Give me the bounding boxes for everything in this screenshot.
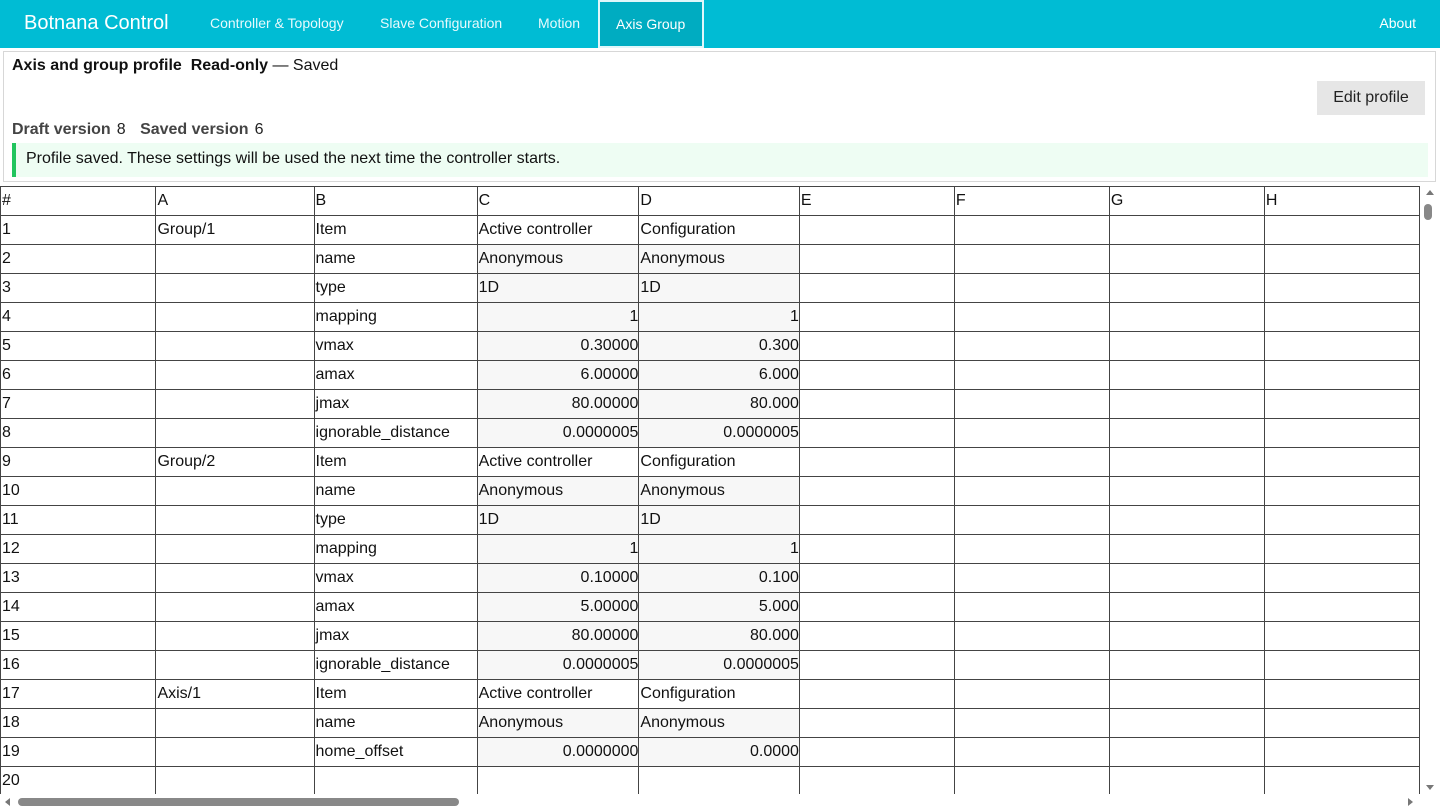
table-cell[interactable]: 80.00000 bbox=[477, 622, 639, 651]
vertical-scrollbar[interactable] bbox=[1420, 186, 1440, 794]
table-cell[interactable] bbox=[954, 506, 1109, 535]
table-row bbox=[1, 738, 1420, 767]
table-cell[interactable]: amax bbox=[314, 361, 477, 390]
scroll-left-icon[interactable] bbox=[5, 798, 10, 806]
column-header[interactable]: F bbox=[954, 187, 1109, 216]
table-cell[interactable]: Anonymous bbox=[477, 709, 639, 738]
table-cell[interactable]: mapping bbox=[314, 303, 477, 332]
table-cell[interactable] bbox=[1109, 651, 1264, 680]
table-cell[interactable] bbox=[954, 564, 1109, 593]
table-cell[interactable]: home_offset bbox=[314, 738, 477, 767]
table-cell[interactable] bbox=[1109, 506, 1264, 535]
draft-version-label: Draft version bbox=[12, 121, 111, 138]
table-row bbox=[1, 622, 1420, 651]
table-cell[interactable] bbox=[156, 593, 314, 622]
table-cell[interactable]: 0.0000005 bbox=[477, 419, 639, 448]
table-cell[interactable] bbox=[156, 361, 314, 390]
table-cell[interactable] bbox=[1264, 448, 1419, 477]
table-cell[interactable] bbox=[1264, 680, 1419, 709]
table-cell[interactable]: 1 bbox=[477, 535, 639, 564]
table-cell[interactable]: Group/2 bbox=[156, 448, 314, 477]
saved-version-value: 6 bbox=[254, 121, 264, 138]
table-row bbox=[1, 419, 1420, 448]
table-row bbox=[1, 680, 1420, 709]
table-row bbox=[1, 477, 1420, 506]
table-row bbox=[1, 767, 1420, 795]
table-cell[interactable]: 18 bbox=[1, 709, 156, 738]
table-cell[interactable] bbox=[799, 216, 954, 245]
table-cell[interactable] bbox=[1264, 564, 1419, 593]
table-cell[interactable] bbox=[954, 709, 1109, 738]
table-cell[interactable] bbox=[1264, 419, 1419, 448]
table-cell[interactable]: 1 bbox=[1, 216, 156, 245]
saved-version-label: Saved version bbox=[140, 121, 249, 138]
table-row bbox=[1, 593, 1420, 622]
table-cell[interactable]: 6 bbox=[1, 361, 156, 390]
table-cell[interactable] bbox=[1264, 361, 1419, 390]
table-cell[interactable]: 15 bbox=[1, 622, 156, 651]
table-cell[interactable] bbox=[1109, 535, 1264, 564]
column-header[interactable]: G bbox=[1109, 187, 1264, 216]
table-row bbox=[1, 651, 1420, 680]
table-cell[interactable] bbox=[799, 303, 954, 332]
table-cell[interactable] bbox=[954, 390, 1109, 419]
table-cell[interactable] bbox=[1109, 303, 1264, 332]
table-row bbox=[1, 332, 1420, 361]
table-cell[interactable]: name bbox=[314, 245, 477, 274]
tab-motion[interactable]: Motion bbox=[538, 15, 581, 31]
app-brand[interactable]: Botnana Control bbox=[24, 12, 169, 34]
table-cell[interactable]: 1D bbox=[477, 506, 639, 535]
table-cell[interactable]: Item bbox=[314, 216, 477, 245]
table-cell[interactable]: 1D bbox=[639, 274, 800, 303]
table-cell[interactable] bbox=[1264, 303, 1419, 332]
table-cell[interactable] bbox=[799, 245, 954, 274]
table-cell[interactable]: 5.00000 bbox=[477, 593, 639, 622]
table-cell[interactable] bbox=[1109, 448, 1264, 477]
table-cell[interactable] bbox=[954, 274, 1109, 303]
profile-header bbox=[12, 57, 338, 75]
table-cell[interactable]: 8 bbox=[1, 419, 156, 448]
table-cell[interactable]: Configuration bbox=[639, 680, 800, 709]
table-cell[interactable] bbox=[799, 390, 954, 419]
table-cell[interactable]: 0.0000000 bbox=[477, 738, 639, 767]
table-cell[interactable] bbox=[1109, 680, 1264, 709]
table-cell[interactable] bbox=[156, 245, 314, 274]
table-cell[interactable] bbox=[799, 738, 954, 767]
table-cell[interactable] bbox=[799, 593, 954, 622]
table-cell[interactable]: 7 bbox=[1, 390, 156, 419]
table-row bbox=[1, 448, 1420, 477]
table-cell[interactable] bbox=[1109, 332, 1264, 361]
table-cell[interactable] bbox=[1109, 245, 1264, 274]
scrollbar-corner bbox=[1420, 794, 1440, 810]
table-cell[interactable] bbox=[1264, 245, 1419, 274]
table-cell[interactable]: 0.0000005 bbox=[639, 419, 800, 448]
table-cell[interactable] bbox=[1109, 593, 1264, 622]
table-cell[interactable] bbox=[954, 419, 1109, 448]
table-cell[interactable] bbox=[954, 332, 1109, 361]
table-cell[interactable] bbox=[954, 593, 1109, 622]
table-cell[interactable]: jmax bbox=[314, 390, 477, 419]
table-cell[interactable]: 80.00000 bbox=[477, 390, 639, 419]
table-cell[interactable]: Item bbox=[314, 448, 477, 477]
table-cell[interactable] bbox=[156, 419, 314, 448]
table-cell[interactable]: amax bbox=[314, 593, 477, 622]
table-cell[interactable]: Active controller bbox=[477, 680, 639, 709]
table-cell[interactable]: 0.10000 bbox=[477, 564, 639, 593]
table-cell[interactable]: 0.30000 bbox=[477, 332, 639, 361]
table-cell[interactable] bbox=[1109, 709, 1264, 738]
table-cell[interactable] bbox=[156, 332, 314, 361]
table-cell[interactable] bbox=[156, 477, 314, 506]
column-header[interactable]: D bbox=[639, 187, 800, 216]
table-cell[interactable]: Configuration bbox=[639, 216, 800, 245]
table-cell[interactable] bbox=[1264, 593, 1419, 622]
table-cell[interactable] bbox=[799, 564, 954, 593]
table-cell[interactable] bbox=[954, 477, 1109, 506]
table-row bbox=[1, 274, 1420, 303]
table-cell[interactable]: vmax bbox=[314, 332, 477, 361]
table-cell[interactable] bbox=[954, 448, 1109, 477]
table-cell[interactable] bbox=[954, 680, 1109, 709]
table-cell[interactable]: 6.00000 bbox=[477, 361, 639, 390]
table-cell[interactable] bbox=[1109, 390, 1264, 419]
table-row bbox=[1, 303, 1420, 332]
table-cell[interactable] bbox=[1109, 361, 1264, 390]
table-cell[interactable]: 1D bbox=[639, 506, 800, 535]
table-cell[interactable] bbox=[799, 651, 954, 680]
profile-panel bbox=[3, 51, 1436, 182]
table-cell[interactable] bbox=[1264, 477, 1419, 506]
table-cell[interactable] bbox=[156, 767, 314, 795]
spreadsheet[interactable] bbox=[0, 186, 1420, 794]
table-cell[interactable] bbox=[156, 622, 314, 651]
table-cell[interactable]: 13 bbox=[1, 564, 156, 593]
table-cell[interactable]: 20 bbox=[1, 767, 156, 795]
table-cell[interactable] bbox=[1264, 274, 1419, 303]
table-cell[interactable] bbox=[1109, 477, 1264, 506]
scroll-down-icon[interactable] bbox=[1426, 785, 1434, 790]
table-cell[interactable]: Anonymous bbox=[639, 477, 800, 506]
table-cell[interactable] bbox=[799, 506, 954, 535]
table-cell[interactable] bbox=[799, 361, 954, 390]
table-cell[interactable] bbox=[799, 332, 954, 361]
table-cell[interactable] bbox=[799, 622, 954, 651]
table-cell[interactable] bbox=[954, 535, 1109, 564]
table-cell[interactable]: 14 bbox=[1, 593, 156, 622]
table-cell[interactable]: Item bbox=[314, 680, 477, 709]
table-cell[interactable]: 10 bbox=[1, 477, 156, 506]
table-cell[interactable] bbox=[1109, 274, 1264, 303]
version-info bbox=[12, 121, 273, 139]
edit-profile-button[interactable]: Edit profile bbox=[1317, 81, 1425, 115]
table-cell[interactable] bbox=[314, 767, 477, 795]
table-cell[interactable]: 12 bbox=[1, 535, 156, 564]
saved-notice: Profile saved. These settings will be used the next time the controller starts. bbox=[12, 143, 1428, 177]
table-cell[interactable] bbox=[1109, 564, 1264, 593]
table-cell[interactable]: 80.000 bbox=[639, 390, 800, 419]
table-cell[interactable]: Active controller bbox=[477, 448, 639, 477]
table-cell[interactable]: 1D bbox=[477, 274, 639, 303]
table-cell[interactable] bbox=[1264, 216, 1419, 245]
table-cell[interactable]: 80.000 bbox=[639, 622, 800, 651]
tab-controller-topology[interactable]: Controller & Topology bbox=[210, 15, 344, 31]
table-cell[interactable] bbox=[1264, 622, 1419, 651]
tab-axis-group[interactable]: Axis Group bbox=[598, 0, 704, 48]
table-cell[interactable]: 0.100 bbox=[639, 564, 800, 593]
table-cell[interactable] bbox=[799, 274, 954, 303]
table-row bbox=[1, 245, 1420, 274]
table-cell[interactable]: type bbox=[314, 506, 477, 535]
table-row bbox=[1, 390, 1420, 419]
table-cell[interactable] bbox=[156, 274, 314, 303]
table-cell[interactable]: ignorable_distance bbox=[314, 651, 477, 680]
table-cell[interactable]: Anonymous bbox=[477, 477, 639, 506]
column-header[interactable]: E bbox=[799, 187, 954, 216]
table-row bbox=[1, 506, 1420, 535]
tab-slave-configuration[interactable]: Slave Configuration bbox=[380, 15, 503, 31]
table-cell[interactable]: 9 bbox=[1, 448, 156, 477]
table-cell[interactable]: 16 bbox=[1, 651, 156, 680]
table-cell[interactable] bbox=[156, 709, 314, 738]
horizontal-scroll-thumb[interactable] bbox=[18, 798, 459, 806]
column-header[interactable]: # bbox=[1, 187, 156, 216]
vertical-scroll-thumb[interactable] bbox=[1424, 204, 1432, 220]
table-cell[interactable] bbox=[156, 506, 314, 535]
table-cell[interactable] bbox=[954, 361, 1109, 390]
table-cell[interactable]: Anonymous bbox=[477, 245, 639, 274]
table-cell[interactable] bbox=[1264, 709, 1419, 738]
table-cell[interactable]: Axis/1 bbox=[156, 680, 314, 709]
profile-status: — Saved bbox=[272, 57, 339, 74]
table-cell[interactable] bbox=[799, 535, 954, 564]
table-cell[interactable]: 5 bbox=[1, 332, 156, 361]
table-cell[interactable]: 2 bbox=[1, 245, 156, 274]
table-cell[interactable] bbox=[799, 767, 954, 795]
table-cell[interactable] bbox=[954, 738, 1109, 767]
table-cell[interactable]: jmax bbox=[314, 622, 477, 651]
table-cell[interactable] bbox=[156, 738, 314, 767]
table-cell[interactable]: ignorable_distance bbox=[314, 419, 477, 448]
table-cell[interactable] bbox=[477, 767, 639, 795]
table-cell[interactable] bbox=[954, 245, 1109, 274]
table-cell[interactable] bbox=[1264, 767, 1419, 795]
table-cell[interactable] bbox=[799, 448, 954, 477]
table-cell[interactable]: Group/1 bbox=[156, 216, 314, 245]
column-header[interactable]: B bbox=[314, 187, 477, 216]
table-cell[interactable] bbox=[1264, 506, 1419, 535]
scroll-up-icon[interactable] bbox=[1426, 190, 1434, 195]
table-cell[interactable]: 0.0000 bbox=[639, 738, 800, 767]
table-cell[interactable]: type bbox=[314, 274, 477, 303]
table-cell[interactable] bbox=[954, 651, 1109, 680]
table-cell[interactable] bbox=[1264, 332, 1419, 361]
table-cell[interactable] bbox=[156, 303, 314, 332]
table-cell[interactable] bbox=[156, 390, 314, 419]
table-row bbox=[1, 709, 1420, 738]
table-cell[interactable] bbox=[799, 680, 954, 709]
table-cell[interactable]: 0.0000005 bbox=[477, 651, 639, 680]
table-cell[interactable]: mapping bbox=[314, 535, 477, 564]
table-cell[interactable]: 1 bbox=[639, 303, 800, 332]
about-link[interactable]: About bbox=[1379, 15, 1416, 31]
table-cell[interactable]: Configuration bbox=[639, 448, 800, 477]
draft-version-value: 8 bbox=[116, 121, 126, 138]
table-cell[interactable]: 19 bbox=[1, 738, 156, 767]
table-cell[interactable]: 5.000 bbox=[639, 593, 800, 622]
table-cell[interactable] bbox=[799, 419, 954, 448]
table-row bbox=[1, 361, 1420, 390]
column-header[interactable]: C bbox=[477, 187, 639, 216]
table-cell[interactable] bbox=[1109, 622, 1264, 651]
table-cell[interactable] bbox=[156, 535, 314, 564]
table-cell[interactable] bbox=[1264, 651, 1419, 680]
table-cell[interactable]: Active controller bbox=[477, 216, 639, 245]
table-cell[interactable]: 17 bbox=[1, 680, 156, 709]
table-cell[interactable] bbox=[954, 767, 1109, 795]
column-header[interactable]: H bbox=[1264, 187, 1419, 216]
scroll-right-icon[interactable] bbox=[1408, 798, 1413, 806]
table-cell[interactable]: 3 bbox=[1, 274, 156, 303]
horizontal-scrollbar[interactable] bbox=[0, 794, 1420, 810]
table-cell[interactable]: name bbox=[314, 709, 477, 738]
table-cell[interactable] bbox=[1264, 535, 1419, 564]
profile-title: Axis and group profile bbox=[12, 57, 182, 74]
table-cell[interactable]: 4 bbox=[1, 303, 156, 332]
table-cell[interactable]: 0.300 bbox=[639, 332, 800, 361]
table-cell[interactable]: vmax bbox=[314, 564, 477, 593]
table-cell[interactable] bbox=[1264, 738, 1419, 767]
table-cell[interactable] bbox=[1109, 738, 1264, 767]
table-cell[interactable] bbox=[1109, 767, 1264, 795]
top-navigation bbox=[0, 0, 1440, 48]
table-cell[interactable] bbox=[1109, 419, 1264, 448]
table-cell[interactable]: 0.0000005 bbox=[639, 651, 800, 680]
table-row bbox=[1, 564, 1420, 593]
column-header[interactable]: A bbox=[156, 187, 314, 216]
table-cell[interactable]: name bbox=[314, 477, 477, 506]
table-cell[interactable]: Anonymous bbox=[639, 245, 800, 274]
table-cell[interactable]: Anonymous bbox=[639, 709, 800, 738]
table-cell[interactable] bbox=[799, 477, 954, 506]
spreadsheet-table bbox=[0, 186, 1420, 794]
table-cell[interactable] bbox=[1109, 216, 1264, 245]
table-cell[interactable]: 6.000 bbox=[639, 361, 800, 390]
table-cell[interactable] bbox=[954, 622, 1109, 651]
profile-mode: Read-only bbox=[190, 57, 269, 74]
table-cell[interactable] bbox=[1264, 390, 1419, 419]
table-cell[interactable] bbox=[156, 651, 314, 680]
table-cell[interactable] bbox=[639, 767, 800, 795]
header-row bbox=[1, 187, 1420, 216]
table-cell[interactable] bbox=[799, 709, 954, 738]
table-cell[interactable]: 1 bbox=[477, 303, 639, 332]
table-row bbox=[1, 535, 1420, 564]
table-cell[interactable] bbox=[156, 564, 314, 593]
table-row bbox=[1, 216, 1420, 245]
table-cell[interactable]: 1 bbox=[639, 535, 800, 564]
table-cell[interactable] bbox=[954, 303, 1109, 332]
table-cell[interactable] bbox=[954, 216, 1109, 245]
table-cell[interactable]: 11 bbox=[1, 506, 156, 535]
